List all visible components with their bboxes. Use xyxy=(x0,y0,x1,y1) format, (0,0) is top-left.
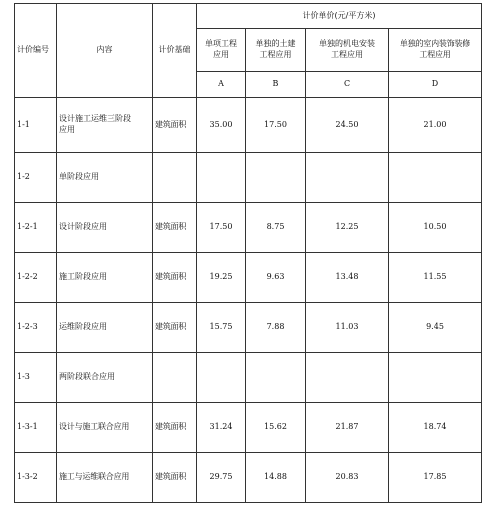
row-value-c xyxy=(306,153,389,203)
row-value-c: 20.83 xyxy=(306,453,389,503)
row-value-a: 15.75 xyxy=(197,303,246,353)
row-basis: 建筑面积 xyxy=(153,98,197,153)
row-basis xyxy=(153,153,197,203)
row-value-a xyxy=(197,353,246,403)
row-value-a: 29.75 xyxy=(197,453,246,503)
header-letter-b: B xyxy=(246,72,306,98)
row-value-d: 11.55 xyxy=(389,253,482,303)
row-value-c: 11.03 xyxy=(306,303,389,353)
header-col-c-line1: 单独的机电安装 xyxy=(319,39,375,49)
header-col-b-line1: 单独的土建 xyxy=(255,39,296,49)
row-code: 1-3-2 xyxy=(15,453,57,503)
row-value-d: 10.50 xyxy=(389,203,482,253)
header-basis: 计价基础 xyxy=(153,4,197,98)
header-col-b xyxy=(246,29,306,72)
row-content: 单阶段应用 xyxy=(57,153,153,203)
header-col-d-line1: 单独的室内装饰装修 xyxy=(399,39,471,49)
row-content xyxy=(57,98,153,153)
row-content-line1: 设计施工运维三阶段 xyxy=(59,114,131,124)
row-value-c: 13.48 xyxy=(306,253,389,303)
row-value-c: 12.25 xyxy=(306,203,389,253)
table-row xyxy=(15,303,482,353)
row-basis: 建筑面积 xyxy=(153,253,197,303)
row-value-a: 35.00 xyxy=(197,98,246,153)
header-col-c-line2: 工程应用 xyxy=(331,50,363,59)
header-content: 内容 xyxy=(57,4,153,98)
row-code: 1-3-1 xyxy=(15,403,57,453)
row-code: 1-2-1 xyxy=(15,203,57,253)
row-value-b xyxy=(246,353,306,403)
row-value-a: 31.24 xyxy=(197,403,246,453)
header-col-a-line1: 单项工程 xyxy=(205,39,237,49)
header-col-b-line2: 工程应用 xyxy=(259,50,292,59)
table-row xyxy=(15,453,482,503)
header-price-group: 计价单价(元/平方米) xyxy=(197,4,482,29)
row-content: 施工阶段应用 xyxy=(57,253,153,303)
row-value-d xyxy=(389,353,482,403)
row-value-a: 17.50 xyxy=(197,203,246,253)
row-basis: 建筑面积 xyxy=(153,203,197,253)
row-value-d: 21.00 xyxy=(389,98,482,153)
row-value-b: 15.62 xyxy=(246,403,306,453)
row-basis xyxy=(153,353,197,403)
row-value-b: 7.88 xyxy=(246,303,306,353)
row-content: 设计阶段应用 xyxy=(57,203,153,253)
table-row xyxy=(15,403,482,453)
header-letter-a: A xyxy=(197,72,246,98)
row-code: 1-2 xyxy=(15,153,57,203)
row-value-c: 24.50 xyxy=(306,98,389,153)
table-row xyxy=(15,203,482,253)
row-value-b: 14.88 xyxy=(246,453,306,503)
table-row xyxy=(15,253,482,303)
header-letter-d: D xyxy=(389,72,482,98)
row-value-d xyxy=(389,153,482,203)
header-letter-c: C xyxy=(306,72,389,98)
row-value-b xyxy=(246,153,306,203)
table-row xyxy=(15,353,482,403)
row-value-a xyxy=(197,153,246,203)
row-value-b: 9.63 xyxy=(246,253,306,303)
row-content: 运维阶段应用 xyxy=(57,303,153,353)
row-content: 施工与运维联合应用 xyxy=(57,453,153,503)
row-basis: 建筑面积 xyxy=(153,303,197,353)
header-col-a-line2: 应用 xyxy=(213,50,229,59)
row-basis: 建筑面积 xyxy=(153,403,197,453)
row-value-c xyxy=(306,353,389,403)
row-content: 设计与施工联合应用 xyxy=(57,403,153,453)
row-value-b: 8.75 xyxy=(246,203,306,253)
header-col-d-line2: 工程应用 xyxy=(419,50,451,59)
row-code: 1-3 xyxy=(15,353,57,403)
header-row-top xyxy=(15,4,482,29)
header-col-a xyxy=(197,29,246,72)
row-code: 1-1 xyxy=(15,98,57,153)
row-content-line2: 应用 xyxy=(59,125,75,134)
row-value-b: 17.50 xyxy=(246,98,306,153)
header-col-d xyxy=(389,29,482,72)
row-value-d: 18.74 xyxy=(389,403,482,453)
row-code: 1-2-2 xyxy=(15,253,57,303)
pricing-table xyxy=(14,3,482,503)
row-value-d: 9.45 xyxy=(389,303,482,353)
row-value-d: 17.85 xyxy=(389,453,482,503)
header-code: 计价编号 xyxy=(15,4,57,98)
table-row xyxy=(15,98,482,153)
row-content: 两阶段联合应用 xyxy=(57,353,153,403)
row-value-a: 19.25 xyxy=(197,253,246,303)
row-code: 1-2-3 xyxy=(15,303,57,353)
table-row xyxy=(15,153,482,203)
row-value-c: 21.87 xyxy=(306,403,389,453)
header-col-c xyxy=(306,29,389,72)
row-basis: 建筑面积 xyxy=(153,453,197,503)
